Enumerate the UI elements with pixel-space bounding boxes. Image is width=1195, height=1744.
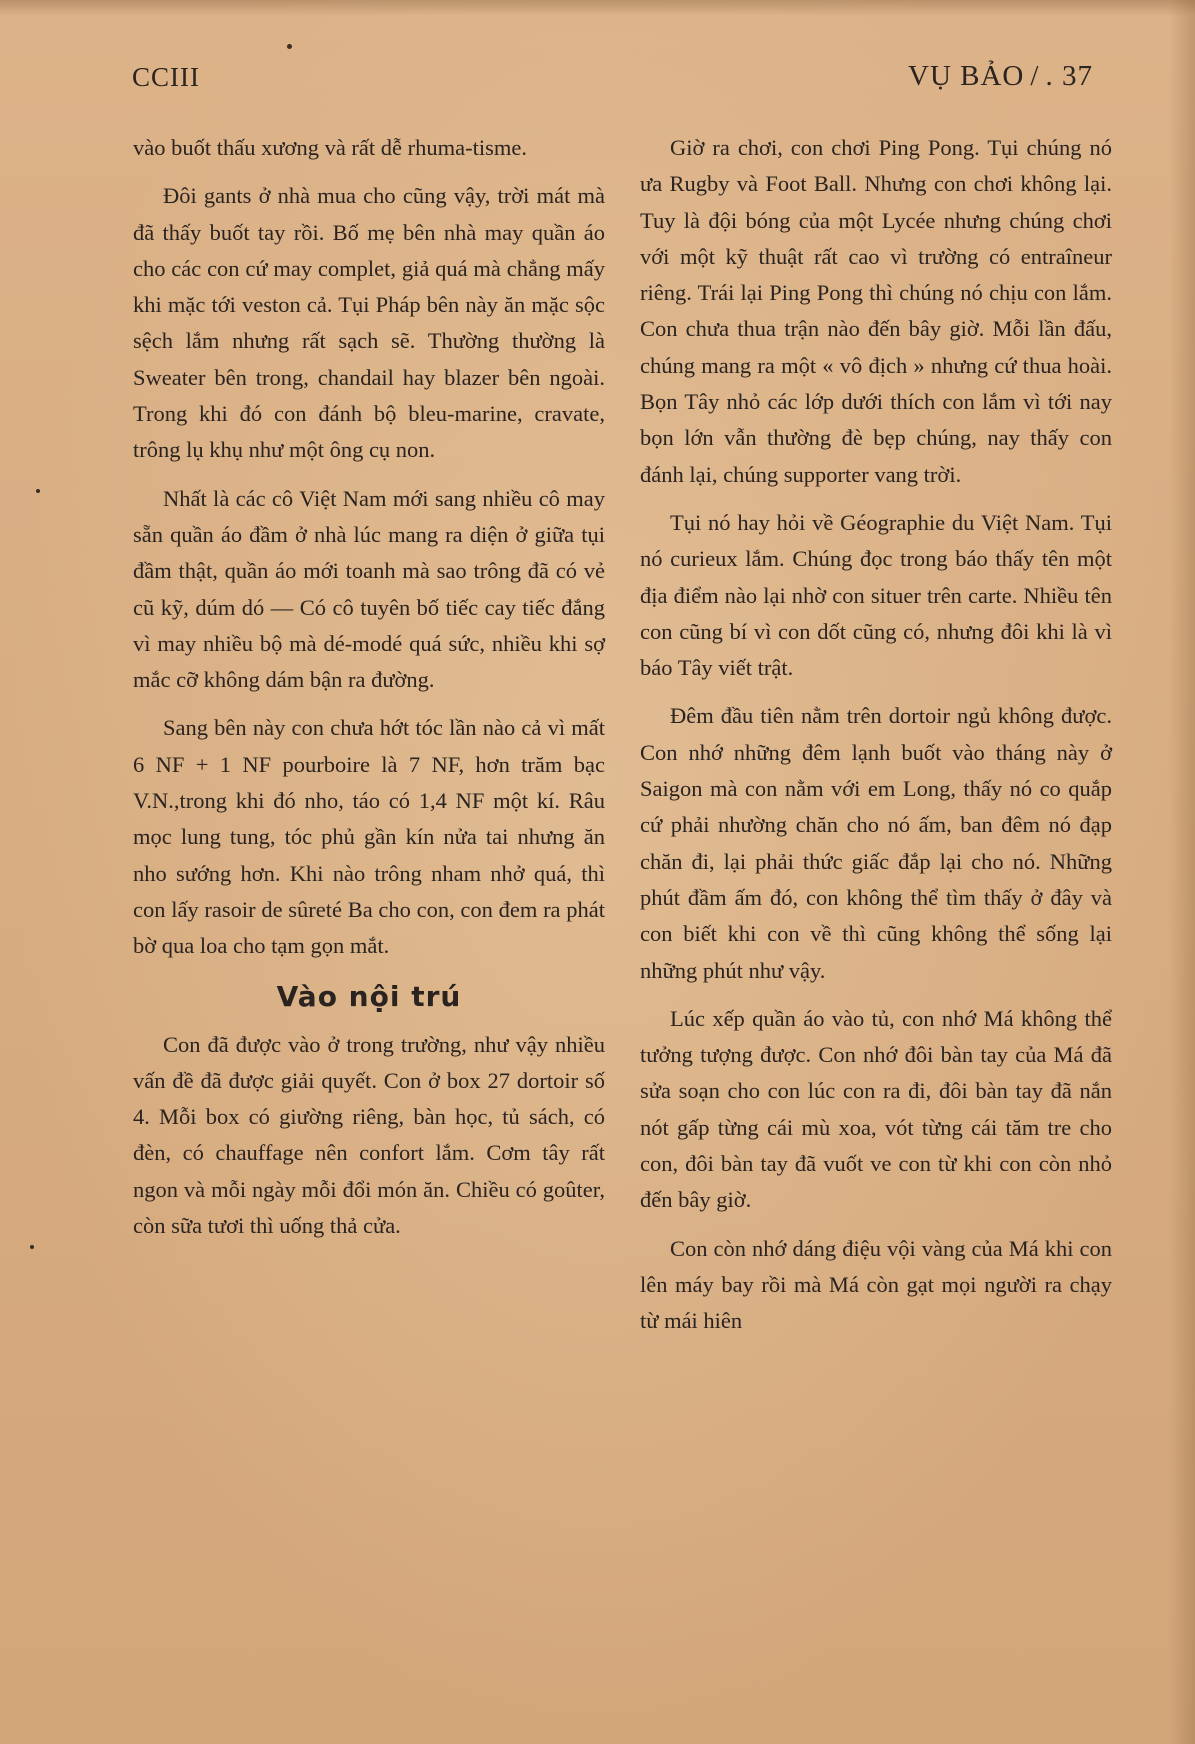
paragraph: Đêm đầu tiên nằm trên dortoir ngủ không được. Con nhớ những đêm lạnh buốt vào tháng này ở Saigon mà con nằm với em Long, thấy nó co quắp cứ phải nhường chăn cho nó ấm, ban đêm nó đạp chăn đi, lại phải thức giấc đắp lại cho nó. Những phút đầm ấm đó, con không thể tìm thấy ở đây và con biết khi con về thì cũng không thể sống lại những phút như vậy. [640, 703, 1112, 983]
paragraph: Lúc xếp quần áo vào tủ, con nhớ Má không thể tưởng tượng được. Con nhớ đôi bàn tay của Má đã sửa soạn cho con lúc con ra đi, đôi bàn tay đã nắn nót gấp từng cái mù xoa, vót từng cái tăm tre cho con, đôi bàn tay đã vuốt ve con từ khi con còn nhỏ đến bây giờ. [640, 1005, 1112, 1213]
running-header-code: CCIII [132, 62, 200, 92]
paragraph: Nhất là các cô Việt Nam mới sang nhiều cô may sẵn quần áo đầm ở nhà lúc mang ra diện ở giữa tụi đầm thật, quần áo mới toanh mà sao trông đã có vẻ cũ kỹ, dúm dó — Có cô tuyên bố tiếc cay tiếc đắng vì may nhiều bộ mà dé-modé quá sức, nhiều khi sợ mắc cỡ không dám bận ra đường. [133, 485, 605, 693]
paragraph: Sang bên này con chưa hớt tóc lần nào cả vì mất 6 NF + 1 NF pourboire là 7 NF, hơn trăm bạc V.N.,trong khi đó nho, táo có 1,4 NF một kí. Râu mọc lung tung, tóc phủ gần kín nửa tai nhưng ăn nho sướng hơn. Khi nào trông nham nhở quá, thì con lấy rasoir de sûreté Ba cho con, con đem ra phát bờ qua loa cho tạm gọn mắt. [133, 715, 605, 959]
paragraph: Đôi gants ở nhà mua cho cũng vậy, trời mát mà đã thấy buốt tay rồi. Bố mẹ bên nhà may quần áo cho các con cứ may complet, giả quá mà chẳng mấy khi mặc tới veston cả. Tụi Pháp bên này ăn mặc sộc sệch lắm nhưng rất sạch sẽ. Thường thường là Sweater bên trong, chandail hay blazer bên ngoài. Trong khi đó con đánh bộ bleu-marine, cravate, trông lụ khụ như một ông cụ non. [133, 183, 605, 463]
section-heading: Vào nội trú [276, 979, 462, 1013]
header-separator: / [1030, 60, 1040, 92]
header-title: VỤ BẢO [908, 60, 1025, 92]
paragraph: vào buốt thấu xương và rất dễ rhuma-tisme. [133, 135, 527, 160]
speck-left [36, 489, 40, 493]
paragraph: Tụi nó hay hỏi về Géographie du Việt Nam. Tụi nó curieux lắm. Chúng đọc trong báo thấy tên một địa điểm nào lại nhờ con situer trên carte. Nhiều tên con cũng bí vì con dốt cũng có, nhưng đôi khi là vì báo Tây viết trật. [640, 509, 1112, 681]
page-number: . 37 [1045, 60, 1093, 92]
page-top-shadow [0, 0, 1195, 16]
running-header-title [908, 60, 1093, 93]
paragraph: Con còn nhớ dáng điệu vội vàng của Má khi con lên máy bay rồi mà Má còn gạt mọi người ra chạy từ mái hiên [640, 1235, 1112, 1334]
speck-left-lower [30, 1245, 34, 1249]
speck-top [287, 44, 292, 49]
right-column [640, 130, 1112, 1352]
paragraph: Con đã được vào ở trong trường, như vậy nhiều vấn đề đã được giải quyết. Con ở box 27 dortoir số 4. Mỗi box có giường riêng, bàn học, tủ sách, có đèn, có chauffage nên confort lắm. Cơm tây rất ngon và mỗi ngày mỗi đổi món ăn. Chiều có goûter, còn sữa tươi thì uống thả cửa. [133, 1031, 605, 1239]
left-column [133, 130, 605, 1256]
paragraph: Giờ ra chơi, con chơi Ping Pong. Tụi chúng nó ưa Rugby và Foot Ball. Nhưng con chơi không lại. Tuy là đội bóng của một Lycée nhưng chúng chơi với một kỹ thuật rất cao vì trường có entraîneur riêng. Trái lại Ping Pong thì chúng nó chịu con lắm. Con chưa thua trận nào đến bây giờ. Mỗi lần đấu, chúng mang ra một « vô địch » nhưng cứ thua hoài. Bọn Tây nhỏ các lớp dưới thích con lắm vì tới nay bọn lớn vẫn thường đè bẹp chúng, nay thấy con đánh lại, chúng supporter vang trời. [640, 135, 1112, 487]
page-right-shadow [1169, 0, 1195, 1744]
